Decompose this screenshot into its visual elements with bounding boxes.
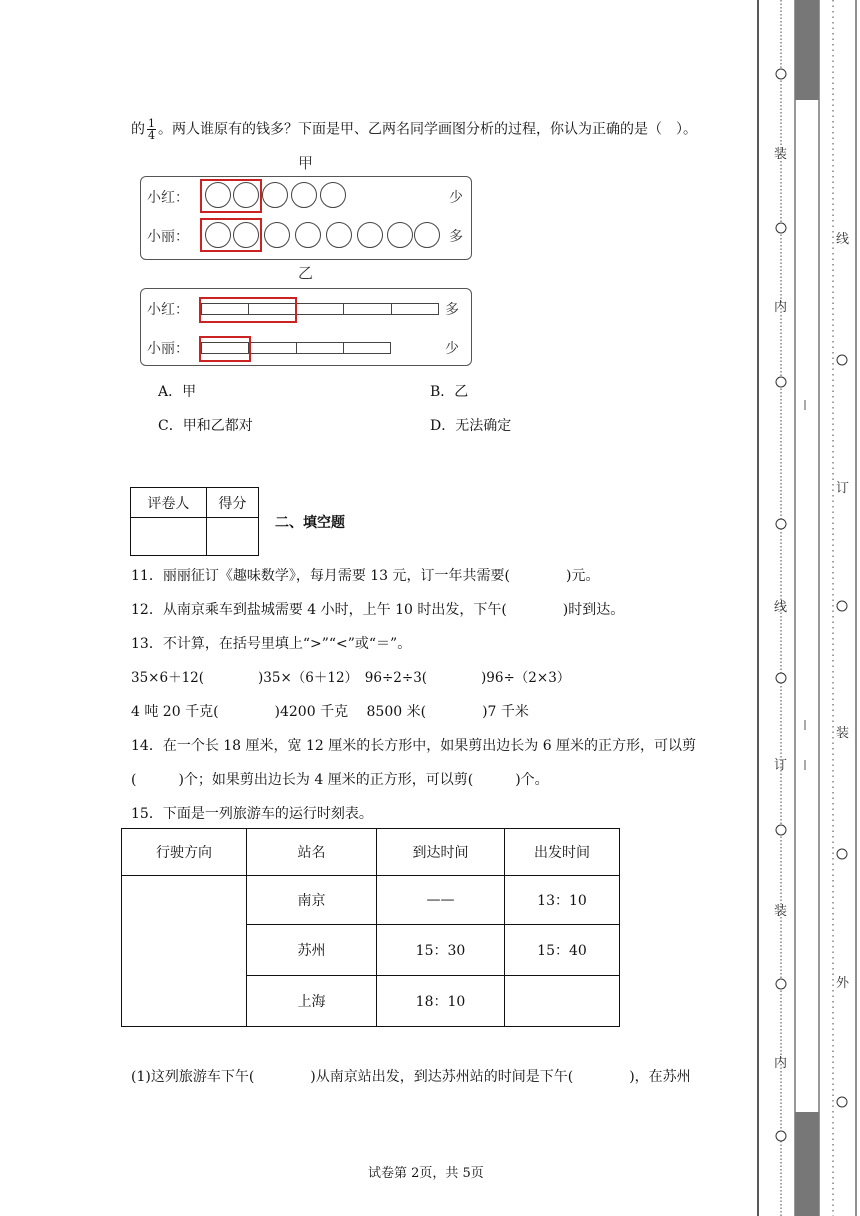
section-title: 二、填空题 <box>275 515 345 531</box>
circle <box>295 222 321 248</box>
jia-more-label: 多 <box>449 229 463 245</box>
highlight-box <box>199 336 251 362</box>
station-cell: 苏州 <box>247 925 377 976</box>
circle <box>326 222 352 248</box>
yi-xiaohong-label: 小红： <box>147 302 189 318</box>
yi-less-label: 少 <box>445 341 459 357</box>
question-15: 15．下面是一列旅游车的运行时刻表。 <box>131 806 373 822</box>
score-cell <box>206 518 258 556</box>
question-13-line2: 4 吨 20 千克( )4200 千克 8500 米( )7 千米 <box>131 704 529 720</box>
q10-text: 的 $\frac{1}{4}$ 。两人谁原有的钱多？下面是甲、乙两名同学画图分析的过程，你认为正确的是（ ）。 <box>131 117 697 142</box>
question-14-line1: 14．在一个长 18 厘米，宽 12 厘米的长方形中，如果剪出边长为 6 厘米的正方形，可以剪 <box>131 738 697 754</box>
score-header: 得分 <box>206 488 258 518</box>
option-c: C．甲和乙都对 <box>158 418 253 434</box>
binding-label: 线 <box>836 232 850 247</box>
circle <box>387 222 413 248</box>
figure-yi-panel <box>140 288 472 366</box>
direction-cell <box>122 876 247 1027</box>
binding-label: 订 <box>836 481 850 496</box>
arrival-cell: 18：10 <box>377 976 505 1027</box>
question-12: 12．从南京乘车到盐城需要 4 小时，上午 10 时出发，下午( )时到达。 <box>131 602 625 618</box>
binding-label: 装 <box>836 726 850 741</box>
grading-box <box>130 487 259 556</box>
question-13: 13．不计算，在括号里填上“>”“<”或“＝”。 <box>131 636 412 652</box>
highlight-box <box>200 218 262 252</box>
circle <box>357 222 383 248</box>
circle <box>291 182 317 208</box>
question-13-line1: 35×6＋12( )35×（6＋12） 96÷2÷3( )96÷（2×3） <box>131 670 571 686</box>
schedule-header: 站名 <box>247 829 377 876</box>
page-footer: 试卷第 2页，共 5页 <box>368 1166 484 1181</box>
grader-cell <box>131 518 207 556</box>
station-cell: 南京 <box>247 876 377 925</box>
schedule-table <box>121 828 620 1027</box>
circle <box>262 182 288 208</box>
jia-less-label: 少 <box>449 190 463 206</box>
option-d: D．无法确定 <box>430 418 512 434</box>
figure-jia-panel <box>140 176 472 260</box>
option-b: B．乙 <box>430 384 469 400</box>
station-cell: 上海 <box>247 976 377 1027</box>
binding-label: 内 <box>774 300 788 315</box>
circle <box>264 222 290 248</box>
jia-xiaoli-label: 小丽： <box>147 229 189 245</box>
question-11: 11．丽丽征订《趣味数学》，每月需要 13 元，订一年共需要( )元。 <box>131 568 600 584</box>
circle <box>320 182 346 208</box>
fraction-one-fourth: $\frac{1}{4}$ <box>148 117 155 142</box>
schedule-header: 出发时间 <box>505 829 620 876</box>
question-15-part1: (1)这列旅游车下午( )从南京站出发，到达苏州站的时间是下午( )，在苏州 <box>131 1069 691 1085</box>
highlight-box <box>200 179 262 213</box>
yi-xiaoli-label: 小丽： <box>147 341 189 357</box>
schedule-header: 行驶方向 <box>122 829 247 876</box>
binding-label: 订 <box>774 758 788 773</box>
binding-label: 装 <box>774 147 788 162</box>
binding-label: 装 <box>774 904 788 919</box>
binding-label: 线 <box>774 600 788 615</box>
figure-jia-title: 甲 <box>298 154 314 172</box>
binding-margin <box>755 0 860 1216</box>
jia-xiaohong-label: 小红： <box>147 190 189 206</box>
schedule-header: 到达时间 <box>377 829 505 876</box>
departure-cell: 13：10 <box>505 876 620 925</box>
figure-yi-title: 乙 <box>298 264 314 282</box>
circle <box>414 222 440 248</box>
yi-more-label: 多 <box>445 302 459 318</box>
arrival-cell: —— <box>377 876 505 925</box>
grader-header: 评卷人 <box>131 488 207 518</box>
question-14-line2: ( )个；如果剪出边长为 4 厘米的正方形，可以剪( )个。 <box>131 772 549 788</box>
arrival-cell: 15：30 <box>377 925 505 976</box>
binding-label: 内 <box>774 1056 788 1071</box>
highlight-box <box>199 297 297 323</box>
option-a: A．甲 <box>158 384 197 400</box>
departure-cell: 15：40 <box>505 925 620 976</box>
binding-label: 外 <box>836 976 850 991</box>
departure-cell <box>505 976 620 1027</box>
